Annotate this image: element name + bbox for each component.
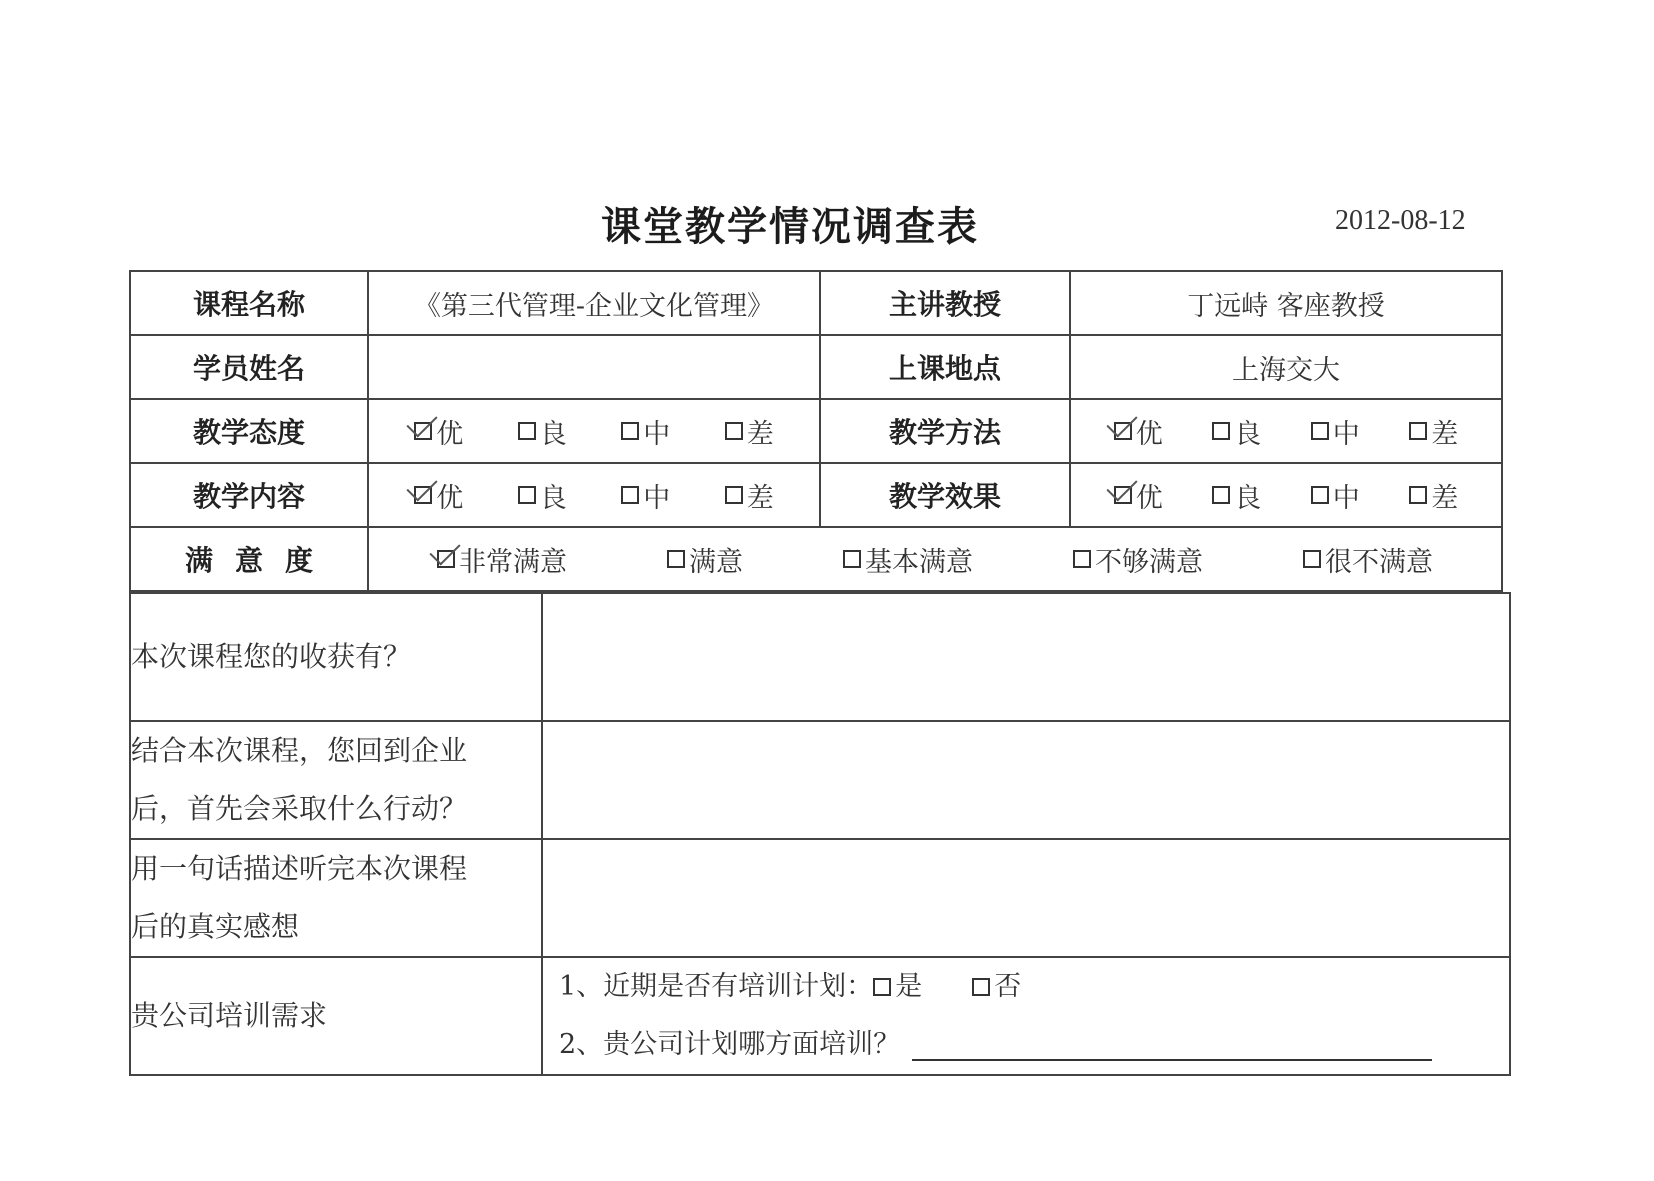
question-row-feeling — [130, 839, 1510, 957]
needs-answer-area — [542, 957, 1510, 1075]
form-title: 课堂教学情况调查表 — [601, 204, 979, 250]
checked-checkbox-icon[interactable] — [414, 422, 432, 440]
rating-row-1 — [130, 399, 1502, 463]
checked-checkbox-icon[interactable] — [1114, 486, 1132, 504]
checkbox-icon[interactable] — [1212, 486, 1230, 504]
option-label: 差 — [746, 482, 774, 514]
plan-yes-label: 是 — [895, 971, 923, 1002]
option-label: 优 — [1135, 418, 1163, 450]
action-question — [130, 721, 542, 839]
needs-question: 贵公司培训需求 — [130, 957, 542, 1075]
checkbox-icon[interactable] — [518, 422, 536, 440]
question-row-action — [130, 721, 1510, 839]
rating-option[interactable] — [843, 540, 973, 579]
attitude-label: 教学态度 — [130, 399, 368, 463]
feeling-answer-area[interactable] — [542, 839, 1510, 957]
method-label: 教学方法 — [820, 399, 1070, 463]
rating-row-2 — [130, 463, 1502, 527]
checkbox-icon[interactable] — [518, 486, 536, 504]
rating-option[interactable] — [1212, 476, 1261, 515]
feeling-question-line1: 用一句话描述听完本次课程 — [131, 852, 468, 885]
content-label: 教学内容 — [130, 463, 368, 527]
checkbox-icon[interactable] — [621, 422, 639, 440]
option-label: 良 — [539, 482, 567, 514]
action-answer-area[interactable] — [542, 721, 1510, 839]
feeling-question-line2: 后的真实感想 — [131, 910, 300, 943]
rating-option[interactable] — [1311, 412, 1360, 451]
course-info-table — [129, 270, 1503, 592]
checkbox-icon[interactable] — [843, 550, 861, 568]
option-label: 差 — [1431, 482, 1459, 514]
rating-option[interactable] — [667, 540, 743, 579]
location-label: 上课地点 — [820, 335, 1070, 399]
action-question-line2: 后，首先会采取什么行动？ — [131, 792, 468, 825]
professor-label: 主讲教授 — [820, 271, 1070, 335]
option-label: 差 — [746, 418, 774, 450]
option-label: 中 — [1332, 418, 1360, 450]
training-plan-line — [543, 958, 1509, 1016]
effect-label: 教学效果 — [820, 463, 1070, 527]
course-name-value: 《第三代管理-企业文化管理》 — [368, 271, 820, 335]
question-row-needs — [130, 957, 1510, 1075]
option-label: 中 — [643, 418, 671, 450]
checkbox-icon[interactable] — [1212, 422, 1230, 440]
option-label: 良 — [1234, 482, 1262, 514]
content-options — [368, 463, 820, 527]
option-label: 中 — [643, 482, 671, 514]
checked-checkbox-icon[interactable] — [437, 550, 455, 568]
option-label: 良 — [1234, 418, 1262, 450]
rating-option[interactable] — [621, 476, 670, 515]
rating-option[interactable] — [518, 476, 567, 515]
satisfaction-options — [368, 527, 1502, 591]
rating-option[interactable] — [1303, 540, 1433, 579]
rating-option[interactable] — [1409, 476, 1458, 515]
course-row — [130, 271, 1502, 335]
checkbox-icon[interactable] — [1311, 486, 1329, 504]
checkbox-icon[interactable] — [725, 422, 743, 440]
attitude-options — [368, 399, 820, 463]
rating-option[interactable] — [1114, 476, 1163, 515]
question-row-gain — [130, 593, 1510, 721]
training-plan-question: 1、近期是否有培训计划： — [559, 971, 874, 1002]
checkbox-icon[interactable] — [667, 550, 685, 568]
rating-option[interactable] — [1073, 540, 1203, 579]
plan-yes-option[interactable] — [873, 958, 922, 1016]
option-label: 优 — [1135, 482, 1163, 514]
training-area-question: 2、贵公司计划哪方面培训？ — [559, 1029, 901, 1060]
feeling-question — [130, 839, 542, 957]
student-name-field[interactable] — [368, 335, 820, 399]
course-name-label: 课程名称 — [130, 271, 368, 335]
form-date: 2012-08-12 — [1335, 205, 1466, 236]
satisfaction-row — [130, 527, 1502, 591]
option-label: 基本满意 — [865, 546, 973, 578]
checkbox-icon[interactable] — [873, 978, 891, 996]
checkbox-icon[interactable] — [1311, 422, 1329, 440]
checkbox-icon[interactable] — [1409, 486, 1427, 504]
student-row — [130, 335, 1502, 399]
option-label: 不够满意 — [1095, 546, 1203, 578]
option-label: 中 — [1332, 482, 1360, 514]
option-label: 很不满意 — [1325, 546, 1433, 578]
option-label: 差 — [1431, 418, 1459, 450]
professor-value: 丁远峙 客座教授 — [1070, 271, 1502, 335]
checkbox-icon[interactable] — [1303, 550, 1321, 568]
checkbox-icon[interactable] — [972, 978, 990, 996]
training-area-blank[interactable] — [912, 1029, 1432, 1061]
location-value: 上海交大 — [1070, 335, 1502, 399]
option-label: 优 — [436, 418, 464, 450]
plan-no-option[interactable] — [972, 958, 1021, 1016]
student-name-label: 学员姓名 — [130, 335, 368, 399]
rating-option[interactable] — [725, 412, 774, 451]
option-label: 良 — [539, 418, 567, 450]
rating-option[interactable] — [437, 540, 567, 579]
effect-options — [1070, 463, 1502, 527]
rating-option[interactable] — [1311, 476, 1360, 515]
gain-answer-area[interactable] — [542, 593, 1510, 721]
option-label: 满意 — [689, 546, 743, 578]
checked-checkbox-icon[interactable] — [1114, 422, 1132, 440]
checkbox-icon[interactable] — [1409, 422, 1427, 440]
checked-checkbox-icon[interactable] — [414, 486, 432, 504]
rating-option[interactable] — [1114, 412, 1163, 451]
action-question-line1: 结合本次课程，您回到企业 — [131, 734, 468, 767]
checkbox-icon[interactable] — [1073, 550, 1091, 568]
gain-question: 本次课程您的收获有？ — [130, 593, 542, 721]
training-area-line — [543, 1016, 1509, 1074]
plan-no-label: 否 — [994, 971, 1022, 1002]
rating-option[interactable] — [1212, 412, 1261, 451]
rating-option[interactable] — [414, 412, 463, 451]
option-label: 优 — [436, 482, 464, 514]
checkbox-icon[interactable] — [725, 486, 743, 504]
checkbox-icon[interactable] — [621, 486, 639, 504]
questions-table — [129, 592, 1511, 1076]
rating-option[interactable] — [621, 412, 670, 451]
method-options — [1070, 399, 1502, 463]
option-label: 非常满意 — [459, 546, 567, 578]
rating-option[interactable] — [1409, 412, 1458, 451]
satisfaction-label: 满意度 — [130, 527, 368, 591]
rating-option[interactable] — [725, 476, 774, 515]
rating-option[interactable] — [414, 476, 463, 515]
rating-option[interactable] — [518, 412, 567, 451]
